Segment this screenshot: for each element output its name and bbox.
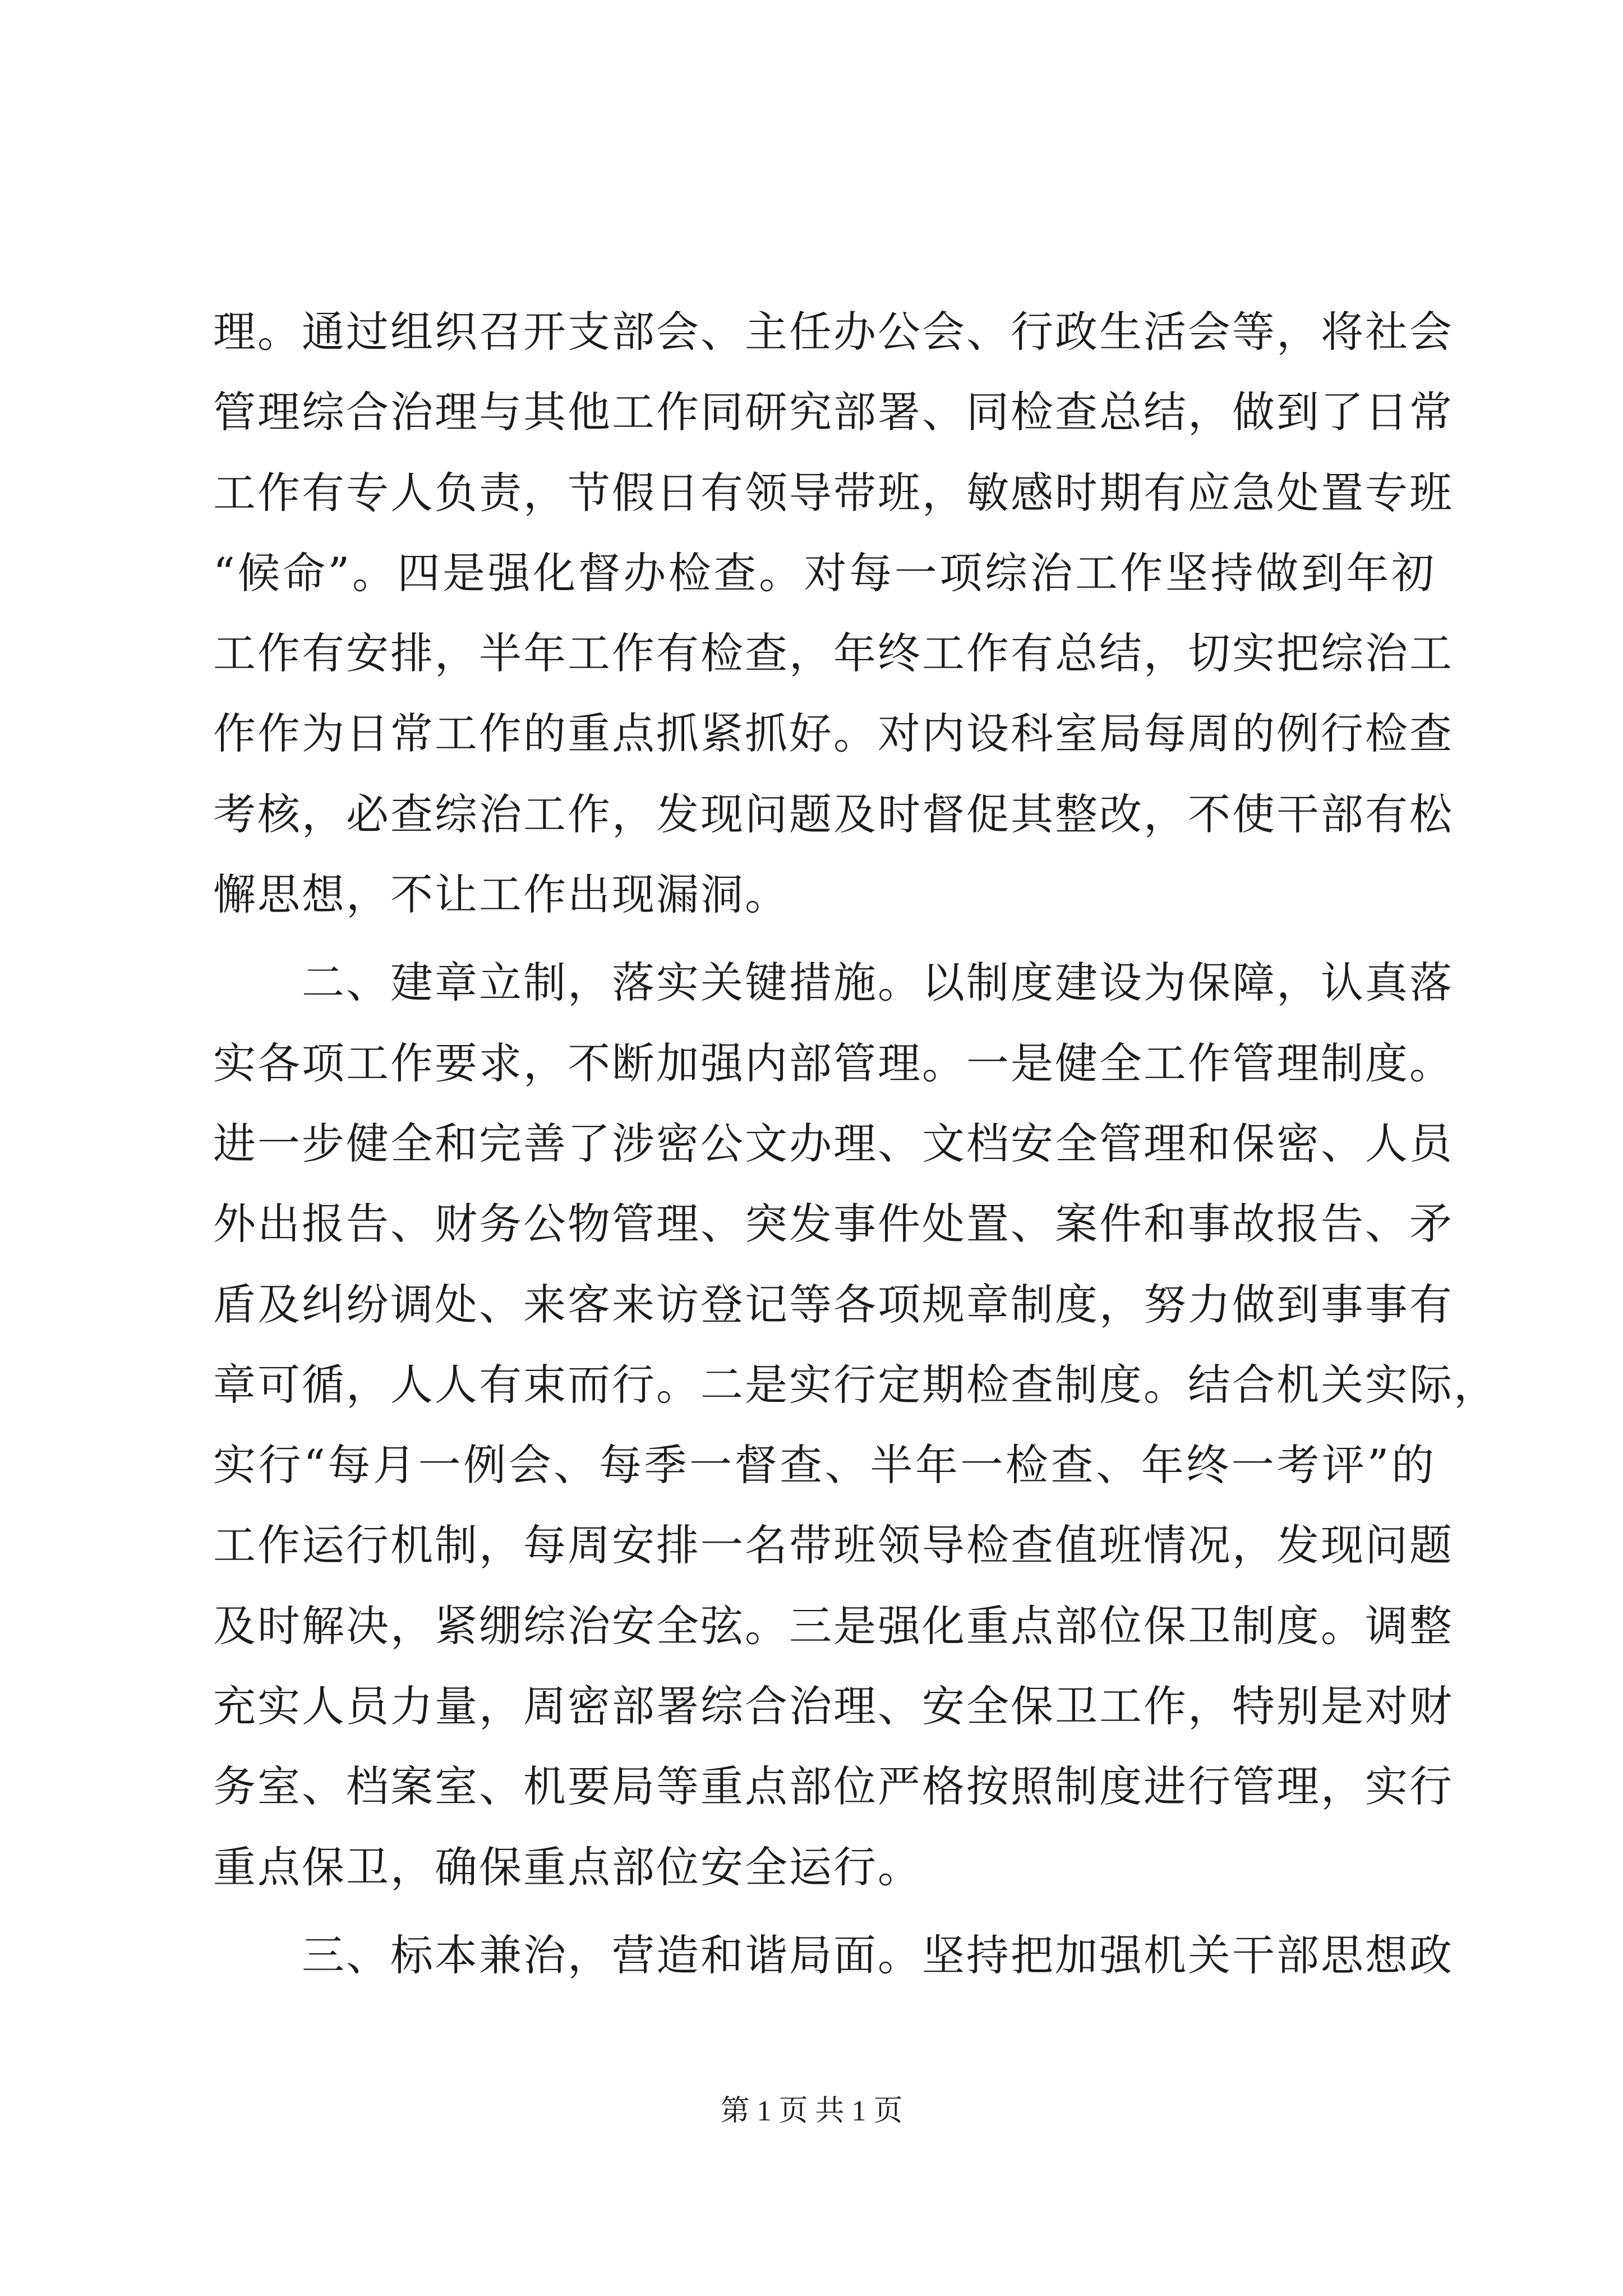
paragraph: [213, 292, 1454, 935]
text-line: 工作运行机制，每周安排一名带班领导检查值班情况，发现问题: [213, 1520, 1454, 1571]
text-line: 二、建章立制，落实关键措施。以制度建设为保障，认真落: [213, 958, 1454, 1008]
text-line: 理。通过组织召开支部会、主任办公会、行政生活会等，将社会: [213, 307, 1454, 357]
paragraph-gap: [213, 935, 1436, 942]
text-line: 工作有安排，半年工作有检查，年终工作有总结，切实把综治工: [213, 628, 1454, 679]
text-line: 进一步健全和完善了涉密公文办理、文档安全管理和保密、人员: [213, 1118, 1454, 1168]
text-line: 及时解决，紧绷综治安全弦。三是强化重点部位保卫制度。调整: [213, 1600, 1454, 1651]
text-line: 三、标本兼治，营造和谐局面。坚持把加强机关干部思想政: [213, 1930, 1454, 1980]
text-line: 考核，必查综治工作，发现问题及时督促其整改，不使干部有松: [213, 789, 1454, 839]
text-line: “候命”。四是强化督办检查。对每一项综治工作坚持做到年初: [213, 547, 1436, 598]
paragraph-gap: [213, 1907, 1436, 1915]
document-body: [213, 292, 1498, 1995]
text-line: 充实人员力量，周密部署综合治理、安全保卫工作，特别是对财: [213, 1681, 1454, 1732]
text-line: 工作有专人负责，节假日有领导带班，敏感时期有应急处置专班: [213, 467, 1454, 518]
page-footer: 第 1 页 共 1 页: [720, 2095, 903, 2127]
paragraph: [213, 1915, 1454, 1995]
text-line: 重点保卫，确保重点部位安全运行。: [213, 1842, 922, 1892]
text-line: 懈思想，不让工作出现漏洞。: [213, 869, 789, 920]
paragraph: [213, 942, 1498, 1907]
text-line: 作作为日常工作的重点抓紧抓好。对内设科室局每周的例行检查: [213, 708, 1454, 759]
text-line: 务室、档案室、机要局等重点部位严格按照制度进行管理，实行: [213, 1761, 1454, 1812]
text-line: 外出报告、财务公物管理、突发事件处置、案件和事故报告、矛: [213, 1199, 1454, 1249]
text-line: 章可循，人人有束而行。二是实行定期检查制度。结合机关实际，: [213, 1359, 1498, 1410]
text-line: 实各项工作要求，不断加强内部管理。一是健全工作管理制度。: [213, 1038, 1454, 1088]
text-line: 盾及纠纷调处、来客来访登记等各项规章制度，努力做到事事有: [213, 1279, 1454, 1329]
text-line: 实行“每月一例会、每季一督查、半年一检查、年终一考评”的: [213, 1440, 1436, 1490]
text-line: 管理综合治理与其他工作同研究部署、同检查总结，做到了日常: [213, 387, 1454, 438]
